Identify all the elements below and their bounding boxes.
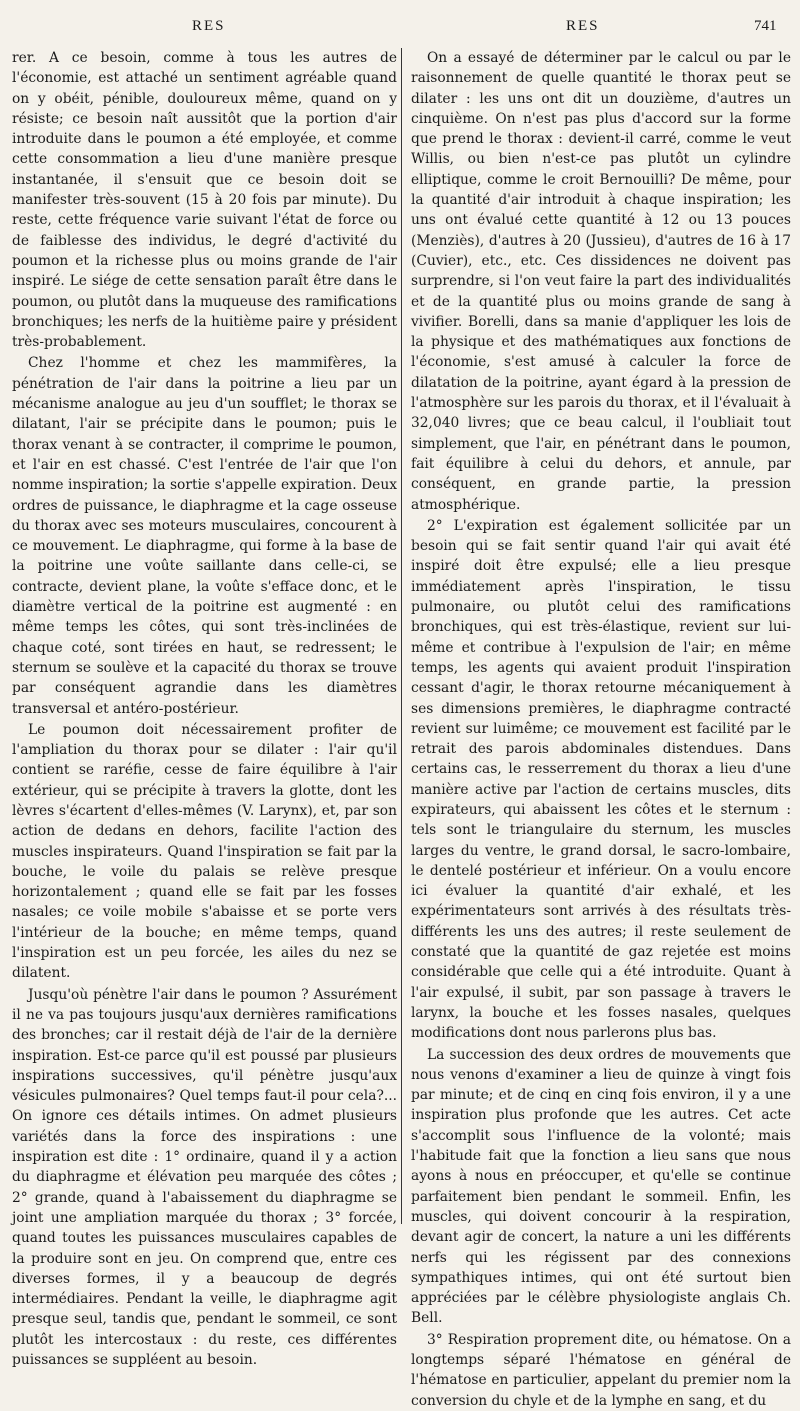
left-column bbox=[12, 48, 397, 1370]
paragraph: 2° L'expiration est également sollicitée par un besoin qui se fait sentir quand l'air qui avait été inspiré doit être expulsé; elle a lieu presque immédiatement après l'inspiration, le tissu pulmonaire, ou plutôt celui des ramifications bronchiques, qui est très-élastique, revient sur lui-même et contribue à l'expulsion de l'air; en même temps, les agents qui avaient produit l'inspiration cessant d'agir, le thorax retourne mécaniquement à ses dimensions premières, le diaphragme contracté revient sur luimême; ce mouvement est facilité par le retrait des parois abdominales distendues. Dans certains cas, le resserrement du thorax a lieu d'une manière active par l'action de certains muscles, dits expirateurs, qui abaissent les côtes et le sternum : tels sont le triangulaire du sternum, les muscles larges du ventre, le grand dorsal, le sacro-lombaire, le dentelé postérieur et inférieur. On a voulu encore ici évaluer la quantité d'air exhalé, et les expérimentateurs sont arrivés à des résultats très-différents les uns des autres; il reste seulement de constaté que la quantité de gaz rejetée est moins considérable que celle qui a été introduite. Quant à l'air expulsé, il subit, par son passage à travers le larynx, la bouche et les fosses nasales, quelques modifications dont nous parlerons plus bas. bbox=[411, 517, 791, 1042]
page-number: 741 bbox=[754, 18, 777, 34]
paragraph: rer. A ce besoin, comme à tous les autres de l'économie, est attaché un sentiment agréable quand on y obéit, pénible, douloureux même, quand on y résiste; ce besoin naît aussitôt que la portion d'air introduite dans le poumon a été employée, et comme cette consommation a lieu d'une manière presque instantanée, il s'ensuit que ce besoin doit se manifester très-souvent (15 à 20 fois par minute). Du reste, cette fréquence varie suivant l'état de force ou de faiblesse des individus, le degré d'activité du poumon et la richesse plus ou moins grande de l'air inspiré. Le siége de cette sensation paraît être dans le poumon, ou plutôt dans la muqueuse des ramifications bronchiques; les nerfs de la huitième paire y président très-probablement. bbox=[12, 50, 397, 351]
right-column bbox=[411, 48, 791, 1411]
running-header bbox=[0, 18, 800, 40]
header-right: RES bbox=[566, 18, 600, 34]
paragraph: Jusqu'où pénètre l'air dans le poumon ? Assurément il ne va pas toujours jusqu'aux dernières ramifications des bronches; car il restait déjà de l'air de la dernière inspiration. Est-ce parce qu'il est poussé par plusieurs inspirations successives, qu'il pénètre jusqu'aux vésicules pulmonaires? Quel temps faut-il pour cela?... On ignore ces détails intimes. On admet plusieurs variétés dans la force des inspirations : une inspiration est dite : 1° ordinaire, quand il y a action du diaphragme et élévation peu marquée des côtes ; 2° grande, quand à l'abaissement du diaphragme se joint une ampliation marquée du thorax ; 3° forcée, quand toutes les puissances musculaires capables de la produire sont en jeu. On comprend que, entre ces diverses formes, il y a beaucoup de degrés intermédiaires. Pendant la veille, le diaphragme agit presque seul, tandis que, pendant le sommeil, ce sont plutôt les intercostaux : du reste, ces différentes puissances se suppléent au besoin. bbox=[12, 986, 397, 1368]
paragraph: On a essayé de déterminer par le calcul ou par le raisonnement de quelle quantité le thorax peut se dilater : les uns ont dit un douzième, d'autres un cinquième. On n'est pas plus d'accord sur la forme que prend le thorax : devient-il carré, comme le veut Willis, ou bien n'est-ce pas plutôt un cylindre elliptique, comme le croit Bernouilli? De même, pour la quantité d'air introduit à chaque inspiration; les uns ont évalué cette quantité à 12 ou 13 pouces (Menziès), d'autres à 20 (Jussieu), d'autres de 16 à 17 (Cuvier), etc., etc. Ces dissidences ne doivent pas surprendre, si l'on veut faire la part des individualités et de la quantité plus ou moins grande de sang à vivifier. Borelli, dans sa manie d'appliquer les lois de la physique et des mathématiques aux fonctions de l'économie, s'est amusé à calculer la force de dilatation de la poitrine, ayant égard à la pression de l'atmosphère sur les parois du thorax, et il l'évaluait à 32,040 livres; que ce beau calcul, il l'oubliait tout simplement, que l'air, en pénétrant dans le poumon, fait équilibre à celui du dehors, et annule, par conséquent, en grande partie, la pression atmosphérique. bbox=[411, 50, 791, 513]
paragraph: La succession des deux ordres de mouvements que nous venons d'examiner a lieu de quinze à vingt fois par minute; et de cinq en cinq fois environ, il y a une inspiration plus profonde que les autres. Cet acte s'accomplit sous l'influence de la volonté; mais l'habitude fait que la fonction a lieu sans que nous ayons à nous en préoccuper, et qu'elle se continue parfaitement bien pendant le sommeil. Enfin, les muscles, qui doivent concourir à la respiration, devant agir de concert, la nature a uni les différents nerfs qui les régissent par des connexions sympathiques intimes, qui ont été surtout bien appréciées par le célèbre physiologiste anglais Ch. Bell. bbox=[411, 1046, 791, 1327]
header-left: RES bbox=[192, 18, 226, 34]
paragraph: Chez l'homme et chez les mammifères, la pénétration de l'air dans la poitrine a lieu par un mécanisme analogue au jeu d'un soufflet; le thorax se dilatant, l'air se précipite dans le poumon; puis le thorax venant à se contracter, il comprime le poumon, et l'air en est chassé. C'est l'entrée de l'air que l'on nomme inspiration; la sortie s'appelle expiration. Deux ordres de puissance, le diaphragme et la cage osseuse du thorax avec ses moteurs musculaires, concourent à ce mouvement. Le diaphragme, qui forme à la base de la poitrine une voûte saillante dans celle-ci, se contracte, devient plane, la voûte s'efface donc, et le diamètre vertical de la poitrine est augmenté : en même temps les côtes, qui sont très-inclinées de chaque coté, sont tirées en haut, se redressent; le sternum se soulève et la capacité du thorax se trouve par conséquent agrandie dans les diamètres transversal et antéro-postérieur. bbox=[12, 355, 397, 717]
paragraph: 3° Respiration proprement dite, ou hématose. On a longtemps séparé l'hématose en général de l'hématose en particulier, appelant du premier nom la conversion du chyle et de la lymphe en sang, et du bbox=[411, 1331, 791, 1409]
paragraph: Le poumon doit nécessairement profiter de l'ampliation du thorax pour se dilater : l'air qu'il contient se raréfie, cesse de faire équilibre à l'air extérieur, qui se précipite à travers la glotte, dont les lèvres s'écartent d'elles-mêmes (V. Larynx), et, par son action de dedans en dehors, facilite l'action des muscles inspirateurs. Quand l'inspiration se fait par la bouche, le voile du palais se relève presque horizontalement ; quand elle se fait par les fosses nasales; ce voile mobile s'abaisse et se porte vers l'intérieur de la bouche; en même temps, quand l'inspiration est un peu forcée, les ailes du nez se dilatent. bbox=[12, 721, 397, 982]
column-divider bbox=[401, 48, 402, 1224]
